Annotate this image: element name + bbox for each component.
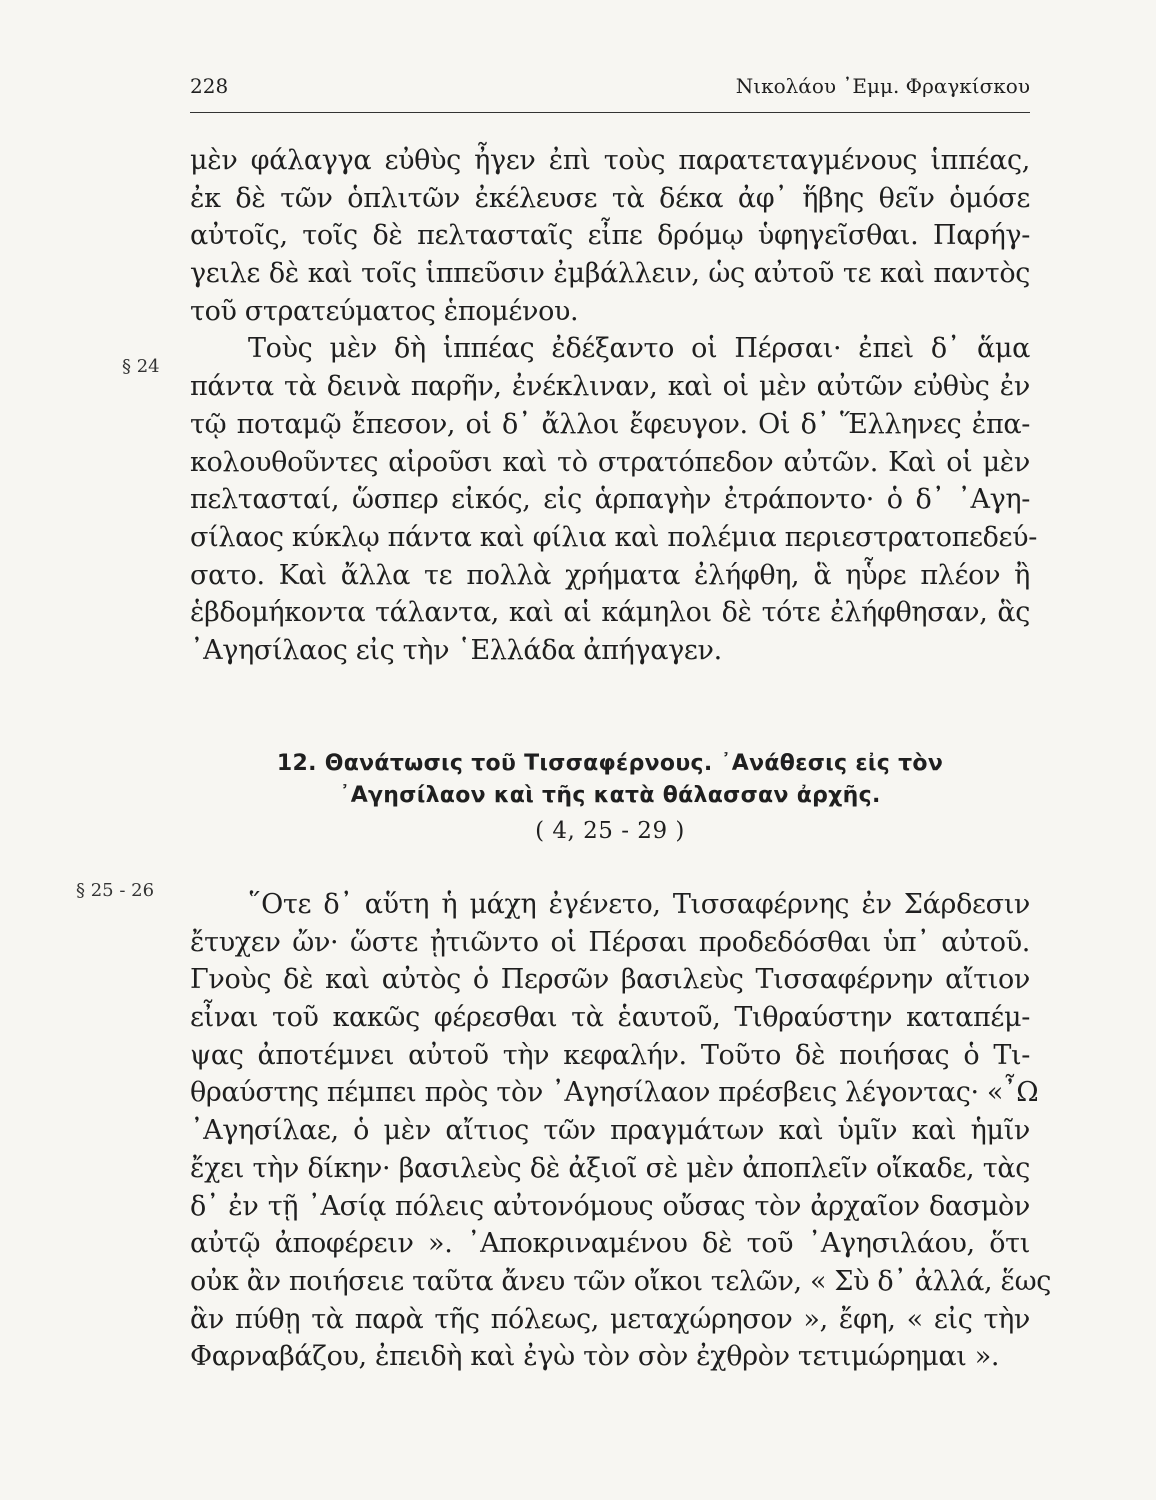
text-line: ᾿Αγησίλαος εἰς τὴν ῾Ελλάδα ἀπήγαγεν.: [190, 634, 722, 666]
text-line: οὐκ ἂν ποιήσειε ταῦτα ἄνευ τῶν οἴκοι τελῶν, « Σὺ δ᾿ ἀλλά, ἕως: [190, 1265, 1052, 1297]
text-line: ἔτυχεν ὤν· ὥστε ᾐτιῶντο οἱ Πέρσαι προδεδόσθαι ὑπ᾿ αὐτοῦ.: [190, 926, 1030, 958]
text-line: αὐτοῖς, τοῖς δὲ πελτασταῖς εἶπε δρόμῳ ὑφηγεῖσθαι. Παρήγ-: [190, 220, 1030, 252]
text-line: Φαρναβάζου, ἐπειδὴ καὶ ἐγὼ τὸν σὸν ἐχθρὸν τετιμώρημαι ».: [190, 1341, 1000, 1373]
section-heading-line-1: 12. Θανάτωσις τοῦ Τισσαφέρνους. ᾿Ανάθεσις εἰς τὸν: [276, 751, 944, 776]
text-line: ψας ἀποτέμνει αὐτοῦ τὴν κεφαλήν. Τοῦτο δὲ ποιήσας ὁ Τι-: [190, 1039, 1030, 1071]
paragraph-continuation: [190, 142, 1030, 330]
page-header: [190, 74, 1030, 106]
main-text: [190, 142, 1038, 670]
text-line: τοῦ στρατεύματος ἑπομένου.: [190, 295, 579, 327]
section-heading-line-2: ᾿Αγησίλαον καὶ τῆς κατὰ θάλασσαν ἀρχῆς.: [339, 783, 881, 808]
text-line: μὲν φάλαγγα εὐθὺς ἦγεν ἐπὶ τοὺς παρατεταγμένους ἱππέας,: [190, 145, 1030, 176]
text-line: Γνοὺς δὲ καὶ αὐτὸς ὁ Περσῶν βασιλεὺς Τισσαφέρνην αἴτιον: [190, 964, 1030, 996]
text-line: σίλαος κύκλῳ πάντα καὶ φίλια καὶ πολέμια περιεστρατοπεδεύ-: [190, 521, 1038, 553]
text-line: γειλε δὲ καὶ τοῖς ἱππεῦσιν ἐμβάλλειν, ὡς αὐτοῦ τε καὶ παντὸς: [190, 258, 1030, 290]
margin-ref-25-26: § 25 - 26: [76, 880, 155, 901]
text-line: ἑβδομήκοντα τάλαντα, καὶ αἱ κάμηλοι δὲ τότε ἐλήφθησαν, ἃς: [190, 597, 1030, 629]
text-line: ἐκ δὲ τῶν ὁπλιτῶν ἐκέλευσε τὰ δέκα ἀφ᾿ ἥβης θεῖν ὁμόσε: [190, 182, 1030, 214]
text-line: ἔχει τὴν δίκην· βασιλεὺς δὲ ἀξιοῖ σὲ μὲν ἀποπλεῖν οἴκαδε, τὰς: [190, 1152, 1030, 1184]
text-line: πελτασταί, ὥσπερ εἰκός, εἰς ἁρπαγὴν ἐτράποντο· ὁ δ᾿ ᾿Αγη-: [190, 484, 1030, 516]
text-line: δ᾿ ἐν τῇ ᾿Ασίᾳ πόλεις αὐτονόμους οὔσας τὸν ἀρχαῖον δασμὸν: [190, 1190, 1030, 1222]
text-line: Τοὺς μὲν δὴ ἱππέας ἐδέξαντο οἱ Πέρσαι· ἐπεὶ δ᾿ ἅμα: [248, 333, 1030, 365]
text-line: σατο. Καὶ ἄλλα τε πολλὰ χρήματα ἐλήφθη, ἃ ηὗρε πλέον ἢ: [190, 559, 1030, 591]
paragraph-24: [190, 330, 1038, 669]
text-line: αὐτῷ ἀποφέρειν ». ᾿Αποκριναμένου δὲ τοῦ ᾿Αγησιλάου, ὅτι: [190, 1228, 1030, 1260]
text-line: πάντα τὰ δεινὰ παρῆν, ἐνέκλιναν, καὶ οἱ μὲν αὐτῶν εὐθὺς ἐν: [190, 371, 1030, 403]
section-heading: [190, 748, 1030, 812]
text-line: κολουθοῦντες αἱροῦσι καὶ τὸ στρατόπεδον αὐτῶν. Καὶ οἱ μὲν: [190, 446, 1030, 478]
running-title: Νικολάου ᾿Εμμ. Φραγκίσκου: [735, 74, 1030, 98]
paragraph-25-26: [190, 886, 1052, 1376]
text-line: ᾿Αγησίλαε, ὁ μὲν αἴτιος τῶν πραγμάτων καὶ ὑμῖν καὶ ἡμῖν: [190, 1115, 1030, 1147]
text-line: εἶναι τοῦ κακῶς φέρεσθαι τὰ ἑαυτοῦ, Τιθραύστην καταπέμ-: [190, 1002, 1030, 1034]
margin-ref-24: § 24: [122, 356, 160, 377]
section-reference: ( 4, 25 - 29 ): [535, 818, 685, 844]
text-line: τῷ ποταμῷ ἔπεσον, οἱ δ᾿ ἄλλοι ἔφευγον. Οἱ δ᾿ Ἕλληνες ἐπα-: [190, 408, 1030, 440]
text-line: θραύστης πέμπει πρὸς τὸν ᾿Αγησίλαον πρέσβεις λέγοντας· «῏Ω: [190, 1077, 1039, 1109]
text-line: ῞Οτε δ᾿ αὕτη ἡ μάχη ἐγένετο, Τισσαφέρνης ἐν Σάρδεσιν: [248, 889, 1030, 920]
text-line: ἂν πύθῃ τὰ παρὰ τῆς πόλεως, μεταχώρησον », ἔφη, « εἰς τὴν: [190, 1303, 1030, 1335]
page-number: 228: [190, 74, 229, 98]
header-rule: [190, 112, 1030, 113]
